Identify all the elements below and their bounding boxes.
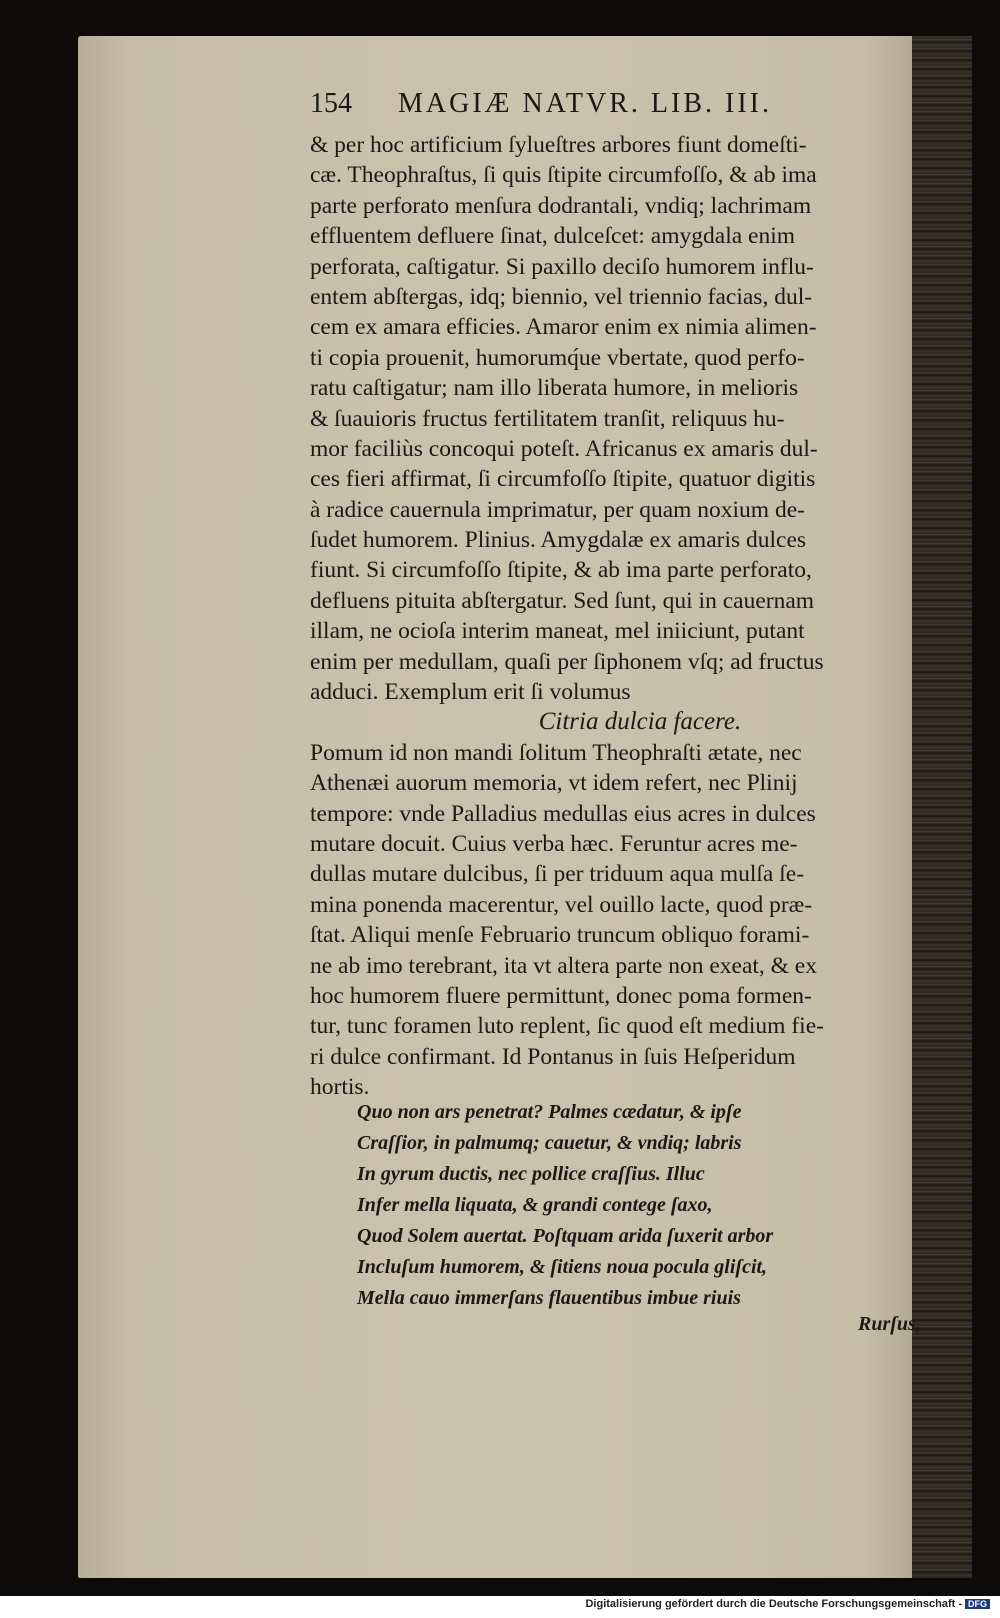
body-text — [310, 130, 930, 1103]
catchword: Rurſus, — [858, 1313, 921, 1335]
digitization-credit — [581, 1597, 994, 1615]
text-line: ne ab imo terebrant, ita vt altera parte non exeat, & ex — [310, 952, 817, 979]
page-header — [310, 88, 870, 128]
dfg-logo[interactable]: DFG — [965, 1599, 990, 1609]
section-title: Citria dulcia facere. — [538, 708, 742, 736]
text-line: ces fieri affirmat, ſi circumfoſſo ſtipite, quatuor digitis — [310, 466, 816, 493]
text-line: adduci. Exemplum erit ſi volumus — [310, 679, 631, 706]
verse-line: Quo non ars penetrat? Palmes cædatur, & ipſe — [357, 1101, 742, 1123]
text-line: tur, tunc foramen luto replent, ſic quod eſt medium fie- — [310, 1013, 824, 1040]
text-line: entem abſtergas, idq; biennio, vel triennio facias, dul- — [310, 283, 813, 310]
text-line: mor faciliùs concoqui poteſt. Africanus ex amaris dul- — [310, 435, 818, 462]
verse-line: Craſſior, in palmumq; cauetur, & vndiq; labris — [357, 1132, 742, 1154]
text-line: tempore: vnde Palladius medullas eius acres in dulces — [310, 800, 816, 827]
verse-line: Infer mella liquata, & grandi contege ſaxo, — [357, 1194, 713, 1216]
text-line: ri dulce confirmant. Id Pontanus in ſuis Heſperidum — [310, 1043, 796, 1070]
text-line: mutare docuit. Cuius verba hæc. Feruntur acres me- — [310, 830, 798, 857]
text-line: & per hoc artificium ſylueſtres arbores fiunt domeſti- — [310, 132, 807, 158]
verse-line: Mella cauo immerſans flauentibus imbue riuis — [357, 1287, 741, 1309]
verse-block — [357, 1097, 917, 1314]
text-line: defluens pituita abſtergatur. Sed ſunt, qui in cauernam — [310, 587, 815, 614]
text-line: enim per medullam, quaſi per ſiphonem vſq; ad fructus — [310, 648, 824, 675]
text-line: hortis. — [310, 1074, 370, 1101]
text-line: hoc humorem fluere permittunt, donec poma formen- — [310, 982, 812, 1009]
verse-line: Incluſum humorem, & ſitiens noua pocula gliſcit, — [357, 1256, 768, 1278]
page-number: 154 — [310, 88, 352, 119]
text-line: perforata, caſtigatur. Si paxillo deciſo humorem influ- — [310, 253, 814, 280]
text-line: ti copia prouenit, humorumq́ue vbertate, quod perfo- — [310, 344, 805, 371]
text-line: effluentem defluere ſinat, dulceſcet: amygdala enim — [310, 223, 796, 250]
text-line: ſudet humorem. Plinius. Amygdalæ ex amaris dulces — [310, 527, 807, 554]
text-line: parte perforato menſura dodrantali, vndiq; lachrimam — [310, 192, 812, 219]
text-line: à radice cauernula imprimatur, per quam noxium de- — [310, 496, 805, 523]
text-line: & ſuauioris fructus fertilitatem tranſit, reliquus hu- — [310, 405, 785, 432]
credit-text: Digitalisierung gefördert durch die Deutsche Forschungsgemeinschaft - — [585, 1598, 962, 1610]
verse-line: Quod Solem auertat. Poſtquam arida ſuxerit arbor — [357, 1225, 774, 1247]
text-line: illam, ne ocioſa interim maneat, mel iniiciunt, putant — [310, 618, 805, 645]
text-line: Pomum id non mandi ſolitum Theophraſti ætate, nec — [310, 739, 802, 766]
verse-line: In gyrum ductis, nec pollice craſſius. Illuc — [357, 1163, 705, 1185]
text-line: ſtat. Aliqui menſe Februario truncum obliquo forami- — [310, 922, 810, 949]
text-line: cem ex amara efficies. Amaror enim ex nimia alimen- — [310, 314, 817, 341]
text-line: ratu caſtigatur; nam illo liberata humore, in melioris — [310, 375, 799, 402]
text-line: Athenæi auorum memoria, vt idem refert, nec Plinij — [310, 770, 798, 797]
text-line: mina ponenda macerentur, vel ouillo lacte, quod præ- — [310, 891, 813, 918]
running-head: MAGIÆ NATVR. LIB. III. — [398, 88, 772, 119]
text-line: dullas mutare dulcibus, ſi per triduum aqua mulſa ſe- — [310, 861, 805, 888]
text-line: fiunt. Si circumfoſſo ſtipite, & ab ima parte perforato, — [310, 557, 812, 584]
text-line: cæ. Theophraſtus, ſi quis ſtipite circumfoſſo, & ab ima — [310, 162, 817, 189]
